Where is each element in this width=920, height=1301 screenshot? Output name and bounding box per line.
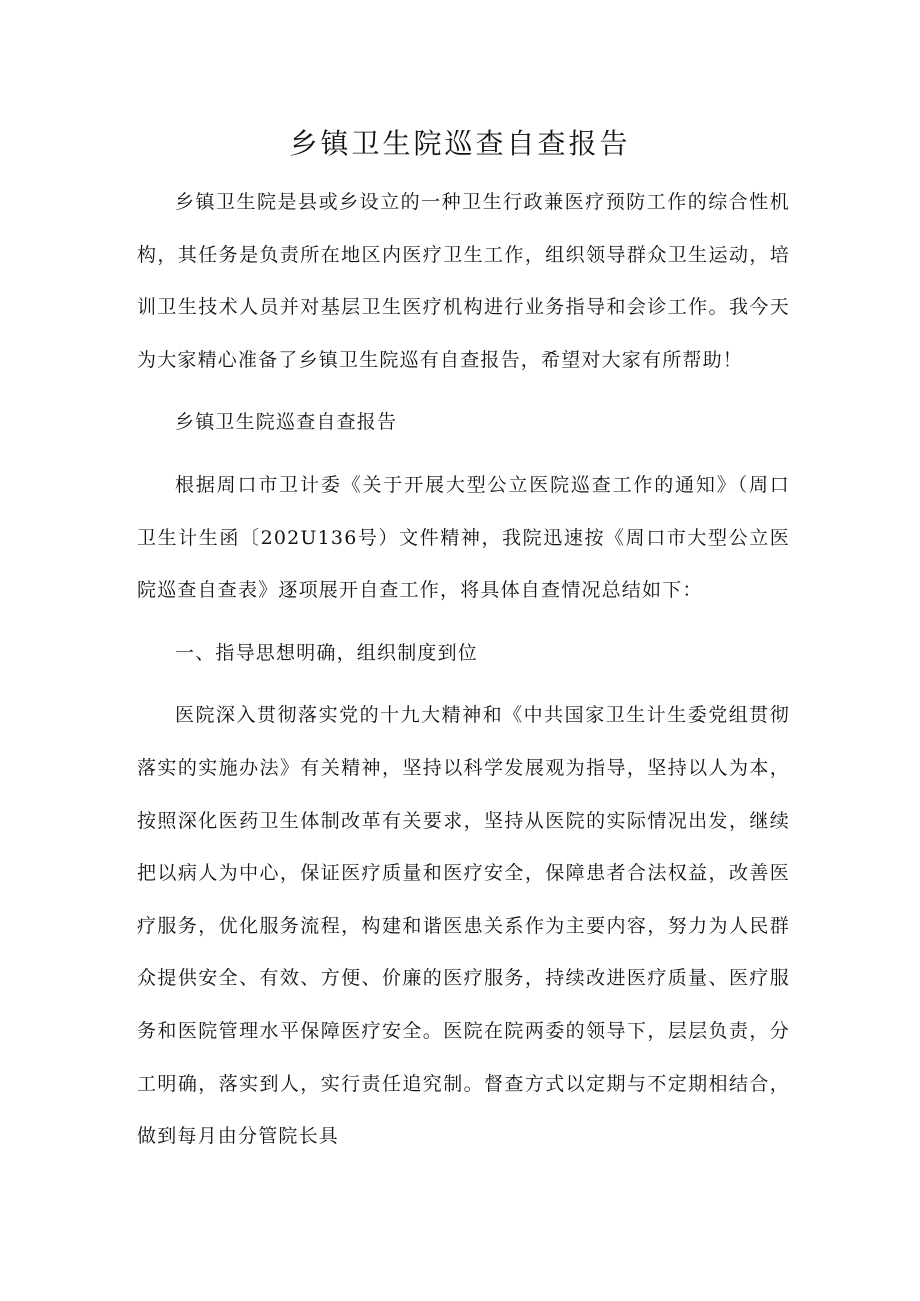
basis-paragraph: 根据周口市卫计委《关于开展大型公立医院巡查工作的通知》（周口卫生计生函〔202U136号）文件精神，我院迅速按《周口市大型公立医院巡查自查表》逐项展开自查工作，将具体自查情况总结如下： xyxy=(137,473,790,602)
section-1-paragraph: 医院深入贯彻落实党的十九大精神和《中共国家卫生计生委党组贯彻落实的实施办法》有关精神，坚持以科学发展观为指导，坚持以人为本，按照深化医药卫生体制改革有关要求，坚持从医院的实际情况出发，继续把以病人为中心，保证医疗质量和医疗安全，保障患者合法权益，改善医疗服务，优化服务流程，构建和谐医患关系作为主要内容，努力为人民群众提供安全、有效、方便、价廉的医疗服务，持续改进医疗质量、医疗服务和医院管理水平保障医疗安全。医院在院两委的领导下，层层负责，分工明确，落实到人，实行责任追究制。督查方式以定期与不定期相结合，做到每月由分管院长具 xyxy=(137,704,790,1148)
document-title: 乡镇卫生院巡查自查报告 xyxy=(289,127,631,160)
document-body xyxy=(137,176,790,1163)
intro-paragraph: 乡镇卫生院是县或乡设立的一种卫生行政兼医疗预防工作的综合性机构，其任务是负责所在地区内医疗卫生工作，组织领导群众卫生运动，培训卫生技术人员并对基层卫生医疗机构进行业务指导和会诊工作。我今天为大家精心准备了乡镇卫生院巡有自查报告，希望对大家有所帮助！ xyxy=(137,191,790,371)
section-heading-1: 一、指导思想明确，组织制度到位 xyxy=(175,641,479,664)
subtitle-paragraph: 乡镇卫生院巡查自查报告 xyxy=(175,411,398,434)
